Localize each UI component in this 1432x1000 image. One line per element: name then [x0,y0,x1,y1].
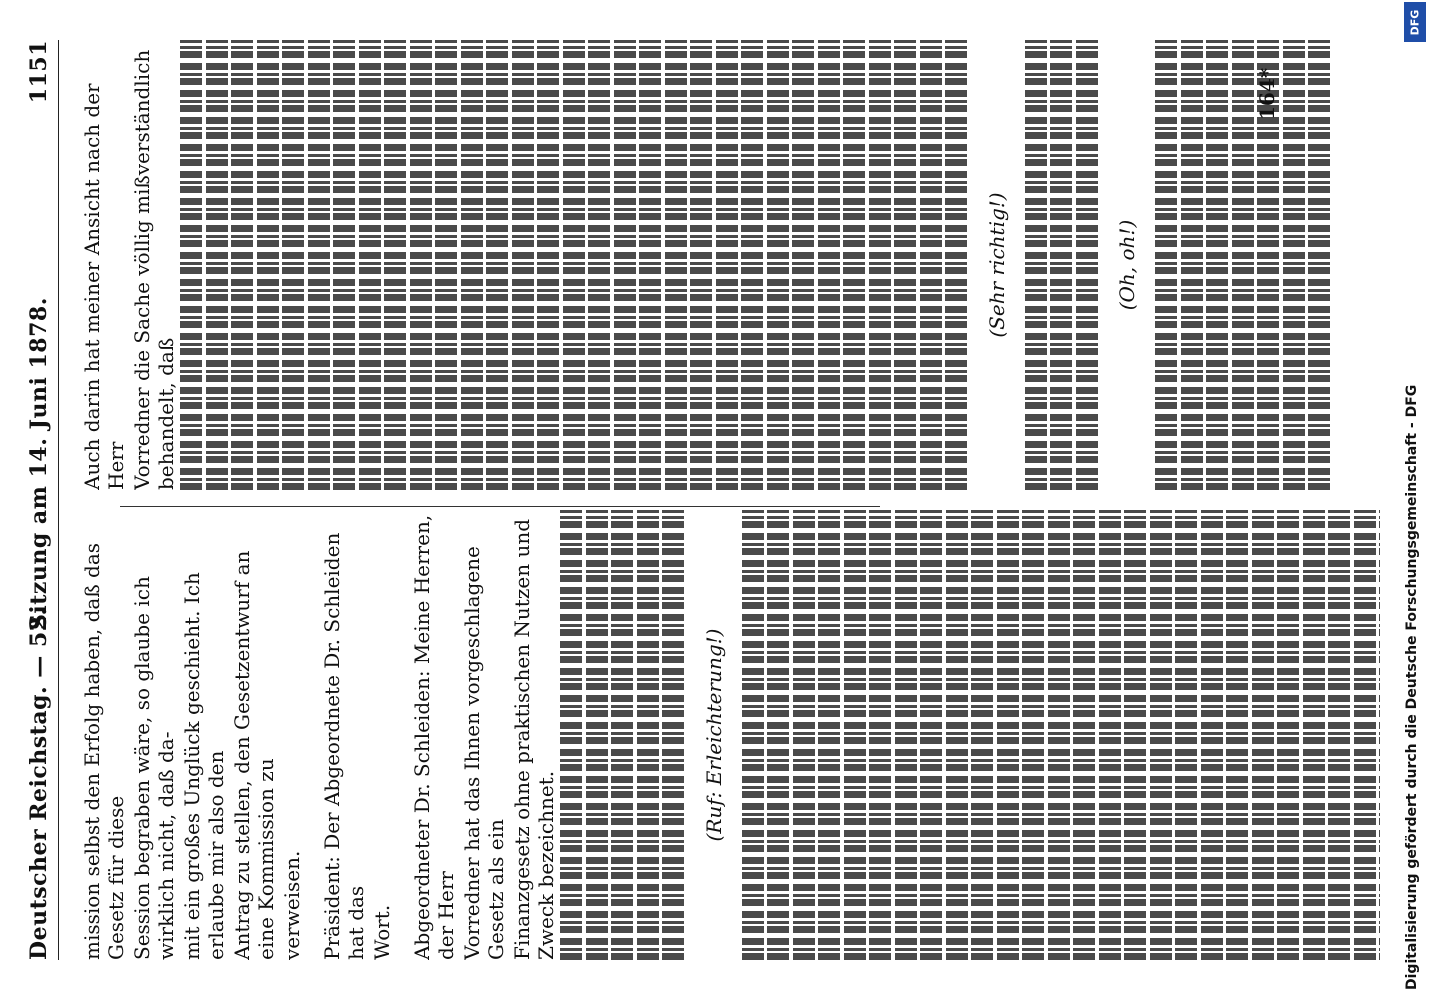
dfg-logo-text: DFG [1408,9,1422,35]
text-line: Wort. [370,904,394,960]
text-line [563,40,585,490]
page-number: 1151 [26,40,52,104]
text-line [1283,40,1305,490]
text-line [1308,40,1330,490]
interjection: (Ruf: Erleichterung!) [701,628,726,842]
text-line [359,40,381,490]
text-line [869,510,891,960]
text-line [333,40,355,490]
text-line: Präsident: Der Abgeordnete Dr. Schleiden hat das [320,532,368,960]
text-line [665,40,687,490]
interjection: (Oh, oh!) [1115,219,1139,311]
text-line [1025,40,1047,490]
text-line [741,40,763,490]
dfg-logo [1404,2,1426,42]
text-line [1022,510,1044,960]
signature-mark: 164* [1255,67,1279,120]
text-line [792,40,814,490]
text-line [1073,510,1095,960]
text-line [282,40,304,490]
text-line [946,510,968,960]
digitization-stamp [1398,10,1426,990]
text-line [1048,510,1070,960]
text-line [1277,510,1299,960]
text-line [1232,40,1254,490]
text-line [997,510,1019,960]
text-line [180,40,202,490]
text-line [611,510,633,960]
text-line [1050,40,1072,490]
text-line [920,510,942,960]
text-line: Abgeordneter Dr. Schleiden: Meine Herren, der Herr [410,514,458,960]
text-line: mit ein großes Unglück geschieht. Ich erlaube mir also den [180,572,228,960]
left-text-column [80,510,1380,960]
text-line [1099,510,1121,960]
text-line [767,510,789,960]
text-line [461,40,483,490]
running-header [18,40,59,960]
text-line [971,510,993,960]
text-line [920,40,942,490]
interjection: (Sehr richtig!) [984,192,1009,338]
text-line [537,40,559,490]
text-line: Antrag zu stellen, den Gesetzentwurf an eine Kommission zu [230,550,278,960]
text-line: Vorredner die Sache völlig mißverständlich behandelt, daß [130,49,178,490]
text-line [410,40,432,490]
text-line: Session begraben wäre, so glaube ich wirklich nicht, daß da- [130,576,178,960]
text-line [1201,510,1223,960]
text-line [588,40,610,490]
text-line [869,40,891,490]
text-line [1155,40,1177,490]
header-title: Deutscher Reichstag. — 52. [26,607,52,960]
text-line [560,510,582,960]
text-line [844,510,866,960]
text-line: Vorredner hat das Ihnen vorgeschlagene Gesetz als ein [460,546,508,960]
text-line [843,40,865,490]
text-line [206,40,228,490]
text-line [690,40,712,490]
text-line [486,40,508,490]
text-line [435,40,457,490]
text-line: mission selbst den Erfolg haben, daß das Gesetz für diese [80,542,128,960]
text-line [1328,510,1350,960]
text-line: Finanzgesetz ohne praktischen Nutzen und Zweck bezeichnet. [510,518,558,960]
text-line [1076,40,1098,490]
text-line [1354,510,1376,960]
text-line [231,40,253,490]
text-line [894,40,916,490]
text-line: Auch darin hat meiner Ansicht nach der Herr [80,83,128,490]
text-line [895,510,917,960]
text-line [945,40,967,490]
stamp-text: Digitalisierung gefördert durch die Deutsche Forschungsgemeinschaft - DFG [1404,384,1420,990]
text-line [742,510,764,960]
text-line [662,510,684,960]
text-line [1175,510,1197,960]
text-line: verweisen. [280,850,304,960]
right-text-column [80,40,1380,490]
column-divider [120,506,880,507]
text-line [793,510,815,960]
text-line [767,40,789,490]
text-line [1303,510,1325,960]
text-line [614,40,636,490]
text-line [308,40,330,490]
text-line [1226,510,1248,960]
text-line [1206,40,1228,490]
text-line [639,40,661,490]
text-line [1150,510,1172,960]
text-line [818,510,840,960]
text-line [512,40,534,490]
text-line [1252,510,1274,960]
header-session: Sitzung am 14. Juni 1878. [26,297,52,630]
text-line [257,40,279,490]
text-line [716,40,738,490]
text-line [818,40,840,490]
text-line [384,40,406,490]
text-line [1124,510,1146,960]
text-line [637,510,659,960]
text-line [586,510,608,960]
text-line [1181,40,1203,490]
text-line [1379,510,1380,960]
